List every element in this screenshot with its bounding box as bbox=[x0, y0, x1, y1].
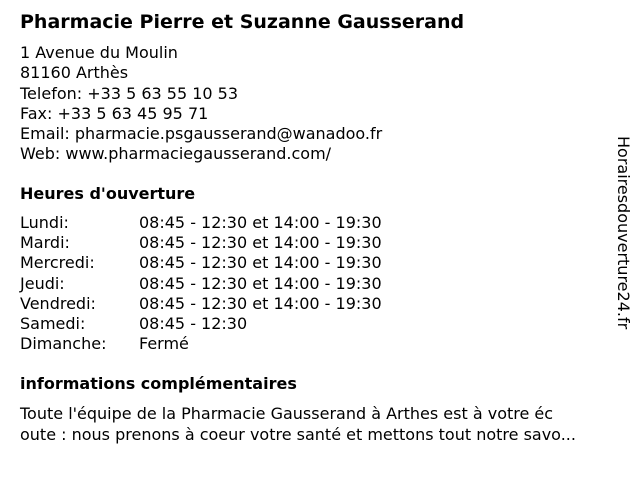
day-label: Lundi: bbox=[20, 213, 69, 232]
day-label: Vendredi: bbox=[20, 293, 96, 313]
day-hours: 08:45 - 12:30 et 14:00 - 19:30 bbox=[139, 273, 382, 293]
phone-number: Telefon: +33 5 63 55 10 53 bbox=[20, 83, 239, 103]
day-hours: Fermé bbox=[139, 334, 189, 354]
info-heading: informations complémentaires bbox=[20, 374, 297, 393]
info-description-line2: oute : nous prenons à coeur votre santé et mettons tout notre savo... bbox=[20, 424, 576, 444]
fax-number: Fax: +33 5 63 45 95 71 bbox=[20, 103, 209, 123]
day-hours: 08:45 - 12:30 et 14:00 - 19:30 bbox=[139, 233, 382, 253]
info-description bbox=[20, 404, 576, 445]
website-address: Web: www.pharmaciegausserand.com/ bbox=[20, 144, 332, 164]
address-line2: 81160 Arthès bbox=[20, 63, 129, 83]
day-hours: 08:45 - 12:30 et 14:00 - 19:30 bbox=[139, 213, 382, 232]
email-address: Email: pharmacie.psgausserand@wanadoo.fr bbox=[20, 124, 383, 144]
day-hours: 08:45 - 12:30 et 14:00 - 19:30 bbox=[139, 253, 382, 273]
watermark bbox=[612, 136, 634, 368]
day-label: Jeudi: bbox=[20, 273, 65, 293]
day-hours: 08:45 - 12:30 et 14:00 - 19:30 bbox=[139, 293, 382, 313]
day-label: Mercredi: bbox=[20, 253, 95, 273]
day-label: Mardi: bbox=[20, 233, 70, 253]
day-label: Samedi: bbox=[20, 313, 86, 333]
address-line1: 1 Avenue du Moulin bbox=[20, 43, 178, 62]
day-hours: 08:45 - 12:30 bbox=[139, 313, 248, 333]
day-label: Dimanche: bbox=[20, 334, 107, 354]
watermark-text: Horairesdouverture24.fr bbox=[614, 136, 633, 330]
contact-block bbox=[20, 43, 382, 165]
info-description-line1: Toute l'équipe de la Pharmacie Gausserand à Arthes est à votre éc bbox=[20, 404, 554, 423]
pharmacy-name: Pharmacie Pierre et Suzanne Gausserand bbox=[20, 11, 465, 33]
hours-heading: Heures d'ouverture bbox=[20, 184, 196, 203]
